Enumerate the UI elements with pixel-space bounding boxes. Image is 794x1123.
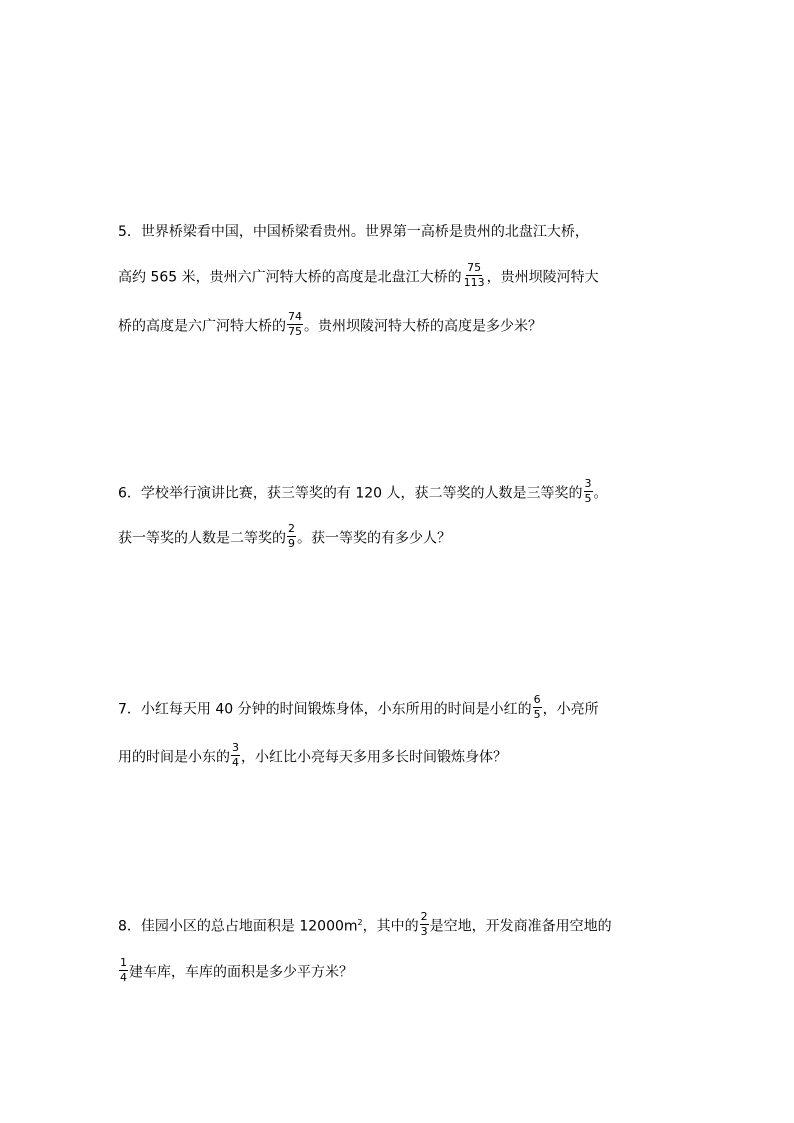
fraction (463, 262, 486, 289)
problem-text: 桥的高度是六广河特大桥的 (118, 318, 286, 335)
fraction-numerator: 2 (420, 910, 428, 924)
fraction (119, 957, 128, 984)
problem-text: ，其中的 (362, 918, 419, 935)
fraction-denominator: 9 (288, 537, 295, 550)
fraction (420, 911, 429, 938)
fraction-denominator: 5 (584, 492, 592, 505)
problem-text: 7．小红每天用 40 分钟的时间锻炼身体，小东所用的时间是小红的 (118, 701, 532, 718)
problem-line (118, 261, 599, 291)
fraction-denominator: 3 (420, 925, 428, 939)
fraction-numerator: 2 (288, 522, 295, 535)
problem-text: 高约 565 米，贵州六广河特大桥的高度是北盘江大桥的 (118, 269, 462, 286)
problem-text: 用的时间是小东的 (118, 749, 230, 766)
problem-line (118, 222, 589, 242)
problem-text: 8．佳园小区的总占地面积是 12000m (118, 918, 358, 935)
fraction (533, 694, 542, 721)
problem-text: 是空地，开发商准备用空地的 (429, 918, 612, 935)
fraction-numerator: 1 (120, 956, 127, 969)
problem-line (118, 693, 599, 723)
fraction-denominator: 4 (120, 971, 127, 984)
problem-text: ，小红比小亮每天多用多长时间锻炼身体？ (241, 749, 507, 766)
problem-line (118, 741, 507, 771)
fraction (584, 478, 593, 505)
fraction-denominator: 113 (463, 276, 485, 289)
problem-text: 建车库，车库的面积是多少平方米？ (129, 964, 353, 981)
problem-text: 。 (593, 485, 608, 502)
problem-line (118, 910, 612, 940)
problem-text: 获一等奖的人数是二等奖的 (118, 530, 286, 547)
problem-line (118, 477, 608, 507)
fraction-numerator: 75 (467, 261, 482, 274)
problem-text: ，小亮所 (542, 701, 599, 718)
problem-text: 5．世界桥梁看中国，中国桥梁看贵州。世界第一高桥是贵州的北盘江大桥， (118, 224, 589, 240)
problem-text: ，贵州坝陵河特大 (486, 269, 599, 286)
superscript: 2 (357, 918, 363, 927)
problem-line (118, 310, 542, 340)
problem-text: 。获一等奖的有多少人？ (297, 530, 451, 547)
problem-text: 。贵州坝陵河特大桥的高度是多少米？ (304, 318, 542, 335)
problem-text: 6．学校举行演讲比赛，获三等奖的有 120 人，获二等奖的人数是三等奖的 (118, 485, 583, 502)
fraction-denominator: 5 (533, 708, 541, 721)
fraction-denominator: 4 (232, 756, 239, 769)
fraction (231, 742, 240, 769)
problem-line (118, 956, 353, 986)
fraction (287, 523, 296, 550)
fraction-numerator: 6 (533, 693, 541, 706)
fraction-denominator: 75 (288, 325, 302, 338)
problem-line (118, 522, 451, 552)
fraction (287, 311, 303, 338)
fraction-numerator: 3 (584, 477, 592, 490)
fraction-numerator: 74 (288, 310, 302, 323)
fraction-numerator: 3 (232, 741, 239, 754)
